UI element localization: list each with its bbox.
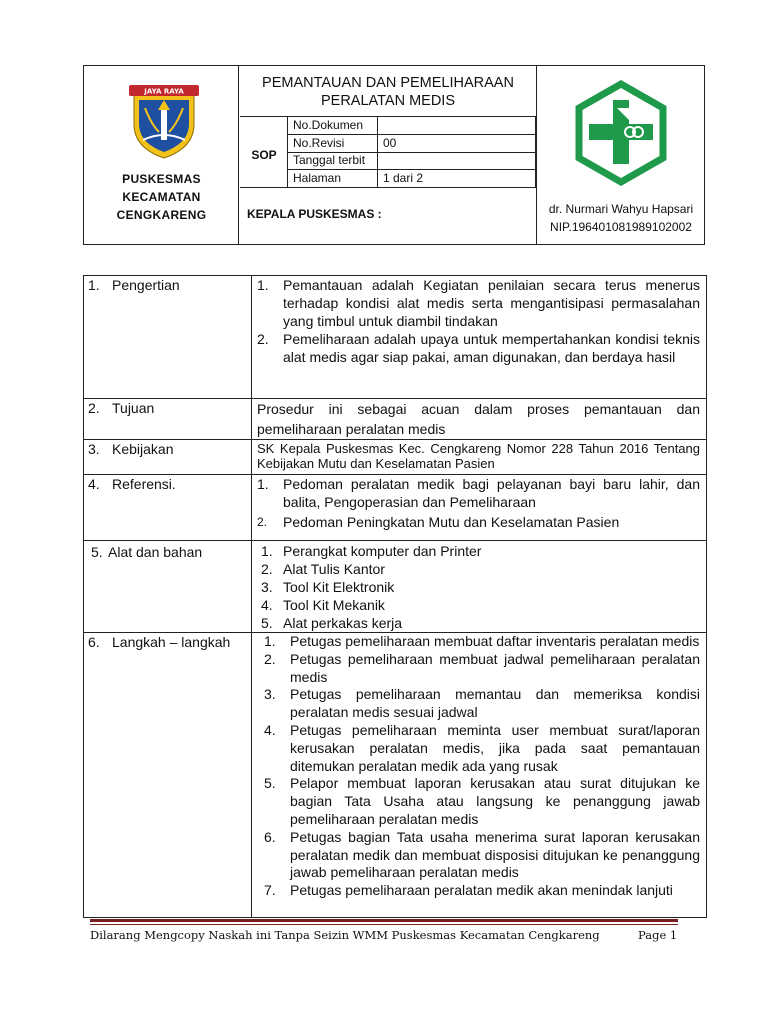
section-row-tujuan: [84, 399, 707, 440]
footer-rule: [90, 924, 678, 925]
section-row-pengertian: [84, 276, 707, 399]
list-item: 4. Tool Kit Mekanik: [261, 597, 385, 613]
meta-row: Halaman 1 dari 2: [288, 170, 536, 188]
sop-content-table: [83, 275, 707, 918]
list-item: 7. Petugas pemeliharaan peralatan medik akan menindak lanjuti: [264, 882, 673, 899]
section-label: 4. Referensi.: [84, 475, 252, 541]
document-title: PEMANTAUAN DAN PEMELIHARAAN PERALATAN MEDIS: [262, 75, 514, 109]
meta-row: No.Revisi 00: [288, 134, 536, 152]
list-item: 2. Alat Tulis Kantor: [261, 561, 385, 577]
sop-label: SOP: [251, 148, 277, 162]
kepala-label: KEPALA PUSKESMAS :: [247, 207, 382, 221]
meta-row: No.Dokumen: [288, 117, 536, 135]
section-row-referensi: [84, 475, 707, 541]
jaya-raya-emblem-icon: [125, 84, 203, 160]
page-number: Page 1: [638, 928, 678, 942]
sop-header: [83, 65, 705, 245]
section-row-alat: [84, 541, 707, 633]
list-item: 1. Pedoman peralatan medik bagi pelayanan bayi baru lahir, dan balita, Pengoperasian dan Pemeliharaan: [257, 476, 700, 510]
divider: [240, 187, 536, 188]
section-label: 3. Kebijakan: [84, 440, 252, 475]
list-item: 2. Pedoman Peningkatan Mutu dan Keselamatan Pasien: [257, 514, 620, 530]
list-item: 4. Petugas pemeliharaan meminta user membuat surat/laporan kerusakan peralatan medis, jika pada saat pemantauan ditemukan peralatan medik ada yang rusak: [264, 721, 700, 774]
list-item: 5. Alat perkakas kerja: [261, 615, 403, 631]
org-cell: [84, 66, 239, 244]
meta-row: Tanggal terbit: [288, 152, 536, 170]
footer-rule: [90, 919, 678, 922]
signature-cell: [536, 66, 704, 244]
section-content: Prosedur ini sebagai acuan dalam proses pemantauan dan pemeliharaan peralatan medis: [252, 399, 707, 440]
list-item: 1. Perangkat komputer dan Printer: [261, 543, 482, 559]
section-content: [252, 633, 707, 918]
section-row-langkah: [84, 633, 707, 918]
section-content: [252, 541, 707, 633]
list-item: 6. Petugas bagian Tata usaha menerima surat laporan kerusakan peralatan medik dan membuat disposisi ditujukan ke penanggung jawab pemeliharaan peralatan medis: [264, 828, 700, 881]
list-item: 1. Petugas pemeliharaan membuat daftar inventaris peralatan medis: [264, 633, 700, 649]
section-content: SK Kepala Puskesmas Kec. Cengkareng Nomor 228 Tahun 2016 Tentang Kebijakan Mutu dan Keselamatan Pasien: [252, 440, 707, 475]
footer-note: Dilarang Mengcopy Naskah ini Tanpa Seizin WMM Puskesmas Kecamatan Cengkareng: [90, 928, 600, 942]
section-label: 2. Tujuan: [84, 399, 252, 440]
list-item: 3. Petugas pemeliharaan memantau dan memeriksa kondisi peralatan medis sesuai jadwal: [264, 686, 700, 721]
emblem-banner: JAYA RAYA: [144, 87, 184, 96]
list-item: 3. Tool Kit Elektronik: [261, 579, 395, 595]
list-item: 2. Pemeliharaan adalah upaya untuk mempertahankan kondisi teknis alat medis agar siap pakai, aman digunakan, dan berdaya hasil: [257, 331, 700, 365]
puskesmas-logo-icon: [573, 80, 669, 186]
section-label: 6. Langkah – langkah: [84, 633, 252, 918]
document-meta-table: [287, 116, 536, 188]
section-content: [252, 276, 707, 399]
list-item: 2. Petugas pemeliharaan membuat jadwal pemeliharaan peralatan medis: [264, 650, 700, 685]
list-item: 1. Pemantauan adalah Kegiatan penilaian secara terus menerus terhadap kondisi alat medis serta mengantisipasi permasalahan yang timbul untuk diambil tindakan: [257, 277, 700, 329]
section-row-kebijakan: [84, 440, 707, 475]
organization-name: PUSKESMAS KECAMATAN CENGKARENG: [116, 172, 207, 222]
section-content: [252, 475, 707, 541]
list-item: 5. Pelapor membuat laporan kerusakan atau surat ditujukan ke bagian Tata Usaha atau langsung ke penanggung jawab pemeliharaan peralatan medis: [264, 775, 700, 827]
signatory: dr. Nurmari Wahyu Hapsari NIP.196401081989102002: [548, 202, 694, 234]
section-label: 1. Pengertian: [84, 276, 252, 399]
section-label: 5. Alat dan bahan: [84, 541, 252, 633]
